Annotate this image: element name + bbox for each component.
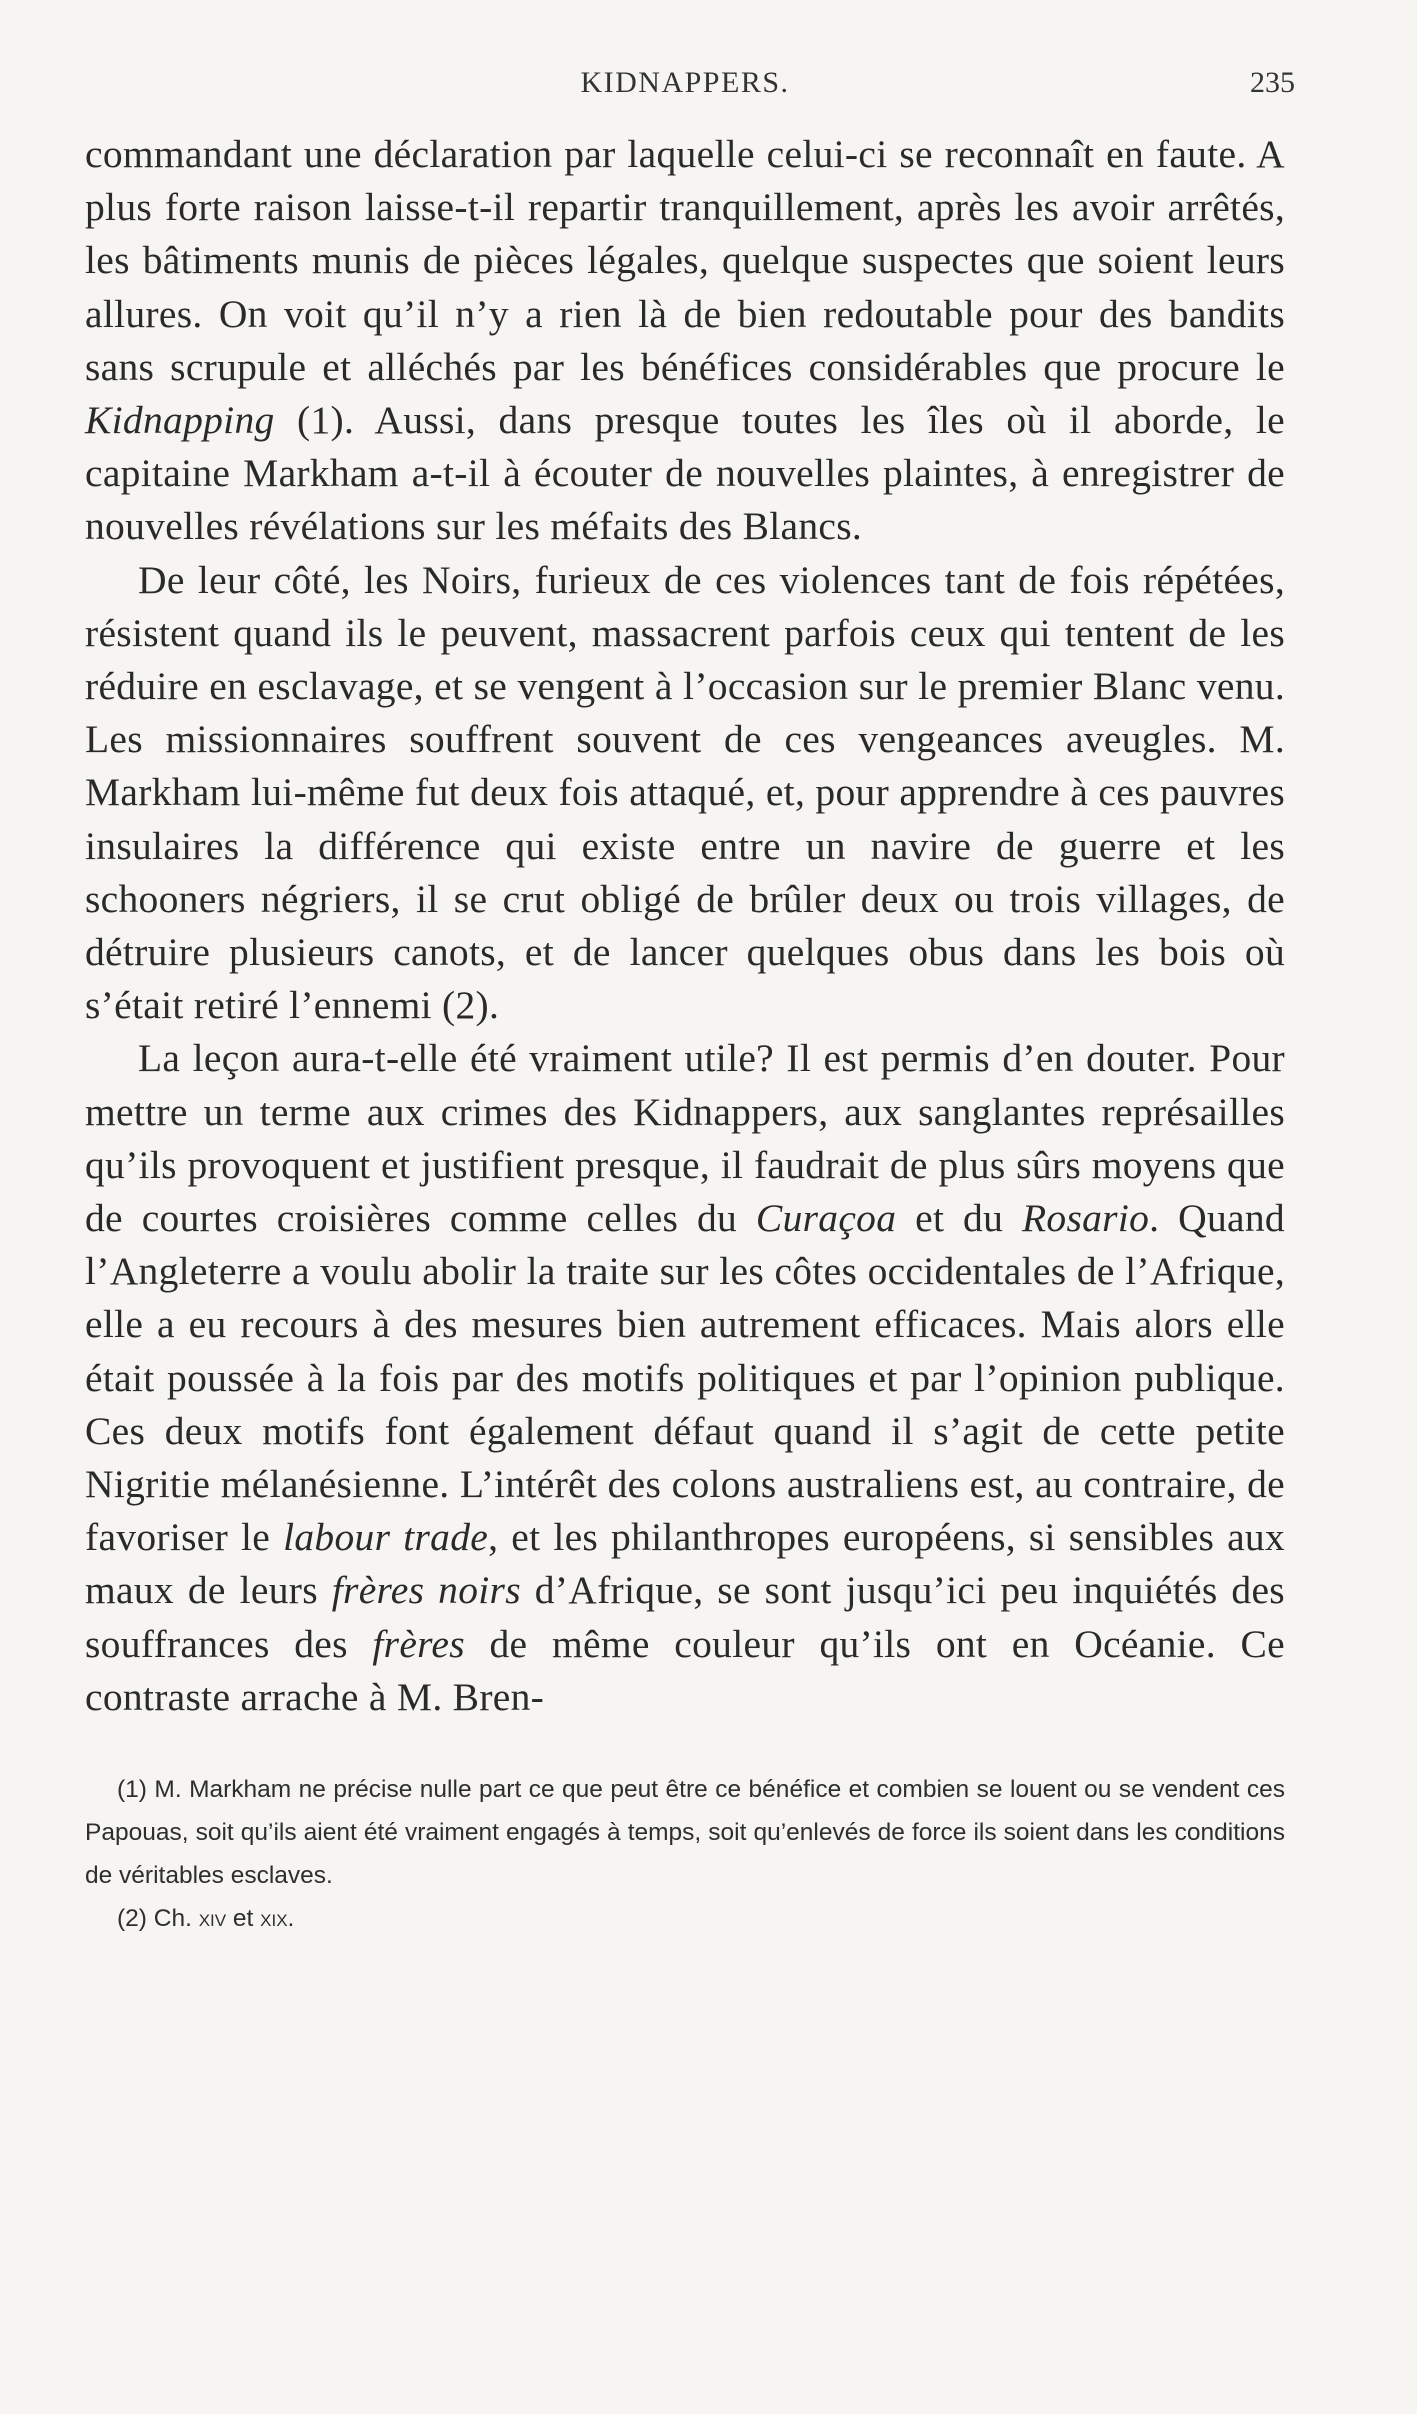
running-title: KIDNAPPERS. bbox=[580, 66, 790, 99]
italic-curacoa: Curaçoa bbox=[755, 1196, 897, 1241]
paragraph-3-text-a: La leçon aura-t-elle été vraiment utile? Il est permis d’en douter. Pour mettre un terme aux crimes des Kidnappers, aux sanglantes représailles qu’ils provoquent et justifient presque, il faudrait de plus sûrs moyens que de courtes croisières comme celles du bbox=[85, 1036, 1285, 1241]
footnote-2-prefix: (2) Ch. bbox=[117, 1905, 199, 1933]
paragraph-3-text-e: d’Afrique, se sont jusqu’ici peu inquiétés des souffrances des bbox=[85, 1568, 1285, 1666]
paragraph-2: De leur côté, les Noirs, furieux de ces violences tant de fois répétées, résistent quand ils le peuvent, massacrent parfois ceux qui tentent de les réduire en esclavage, et se vengent à l’occasion sur le premier Blanc venu. Les missionnaires souffrent souvent de ces vengeances aveugles. M. Markham lui-même fut deux fois attaqué, et, pour apprendre à ces pauvres insulaires la différence qui existe entre un navire de guerre et les schooners négriers, il se crut obligé de brûler deux ou trois villages, de détruire plusieurs canots, et de lancer quelques obus dans les bois où s’était retiré l’ennemi (2). bbox=[85, 557, 1285, 1028]
footnote-2-suffix: . bbox=[287, 1905, 295, 1933]
book-page bbox=[85, 60, 1295, 1940]
footnote-2-mid: et bbox=[226, 1905, 261, 1933]
chapter-ref-xix: xix bbox=[260, 1905, 288, 1933]
footnote-1: (1) M. Markham ne précise nulle part ce que peut être ce bénéfice et combien se louent ou se vendent ces Papouas, soit qu’ils aient été vraiment engagés à temps, soit qu’enlevés de force ils soient dans les conditions de véritables esclaves. bbox=[85, 1776, 1285, 1890]
italic-rosario: Rosario bbox=[1021, 1196, 1150, 1241]
running-head bbox=[85, 60, 1295, 104]
body-text bbox=[85, 128, 1285, 1724]
chapter-ref-xiv: xiv bbox=[198, 1905, 227, 1933]
paragraph-3 bbox=[85, 1032, 1285, 1724]
italic-freres: frères bbox=[372, 1621, 465, 1666]
italic-kidnapping: Kidnapping bbox=[85, 398, 275, 443]
footnotes bbox=[85, 1768, 1285, 1940]
paragraph-3-text-f: de même couleur qu’ils ont en Océanie. Ce contraste arrache à M. Bren- bbox=[85, 1621, 1286, 1719]
paragraph-1 bbox=[85, 128, 1285, 554]
paragraph-3-text-b: et du bbox=[896, 1196, 1022, 1241]
paragraph-3-text-c: . Quand l’Angleterre a voulu abolir la traite sur les côtes occidentales de l’Afrique, elle a eu recours à des mesures bien autrement efficaces. Mais alors elle était poussée à la fois par des motifs politiques et par l’opinion publique. Ces deux motifs font également défaut quand il s’agit de cette petite Nigritie mélanésienne. L’intérêt des colons australiens est, au contraire, de favoriser le bbox=[85, 1196, 1285, 1560]
italic-freres-noirs: frères noirs bbox=[331, 1568, 521, 1613]
page-number: 235 bbox=[1250, 66, 1295, 99]
italic-labour-trade: labour trade bbox=[283, 1515, 489, 1560]
paragraph-1-text-b: (1). Aussi, dans presque toutes les îles où il aborde, le capitaine Markham a-t-il à écouter de nouvelles plaintes, à enregistrer de nouvelles révélations sur les méfaits des Blancs. bbox=[85, 398, 1285, 549]
paragraph-3-text-d: , et les philanthropes européens, si sensibles aux maux de leurs bbox=[85, 1515, 1286, 1613]
footnote-2 bbox=[85, 1897, 1285, 1940]
paragraph-1-text-a: commandant une déclaration par laquelle celui-ci se reconnaît en faute. A plus forte raison laisse-t-il repartir tranquillement, après les avoir arrêtés, les bâtiments munis de pièces légales, quelque suspectes que soient leurs allures. On voit qu’il n’y a rien là de bien redoutable pour des bandits sans scrupule et alléchés par les bénéfices considérables que procure le bbox=[85, 132, 1285, 389]
